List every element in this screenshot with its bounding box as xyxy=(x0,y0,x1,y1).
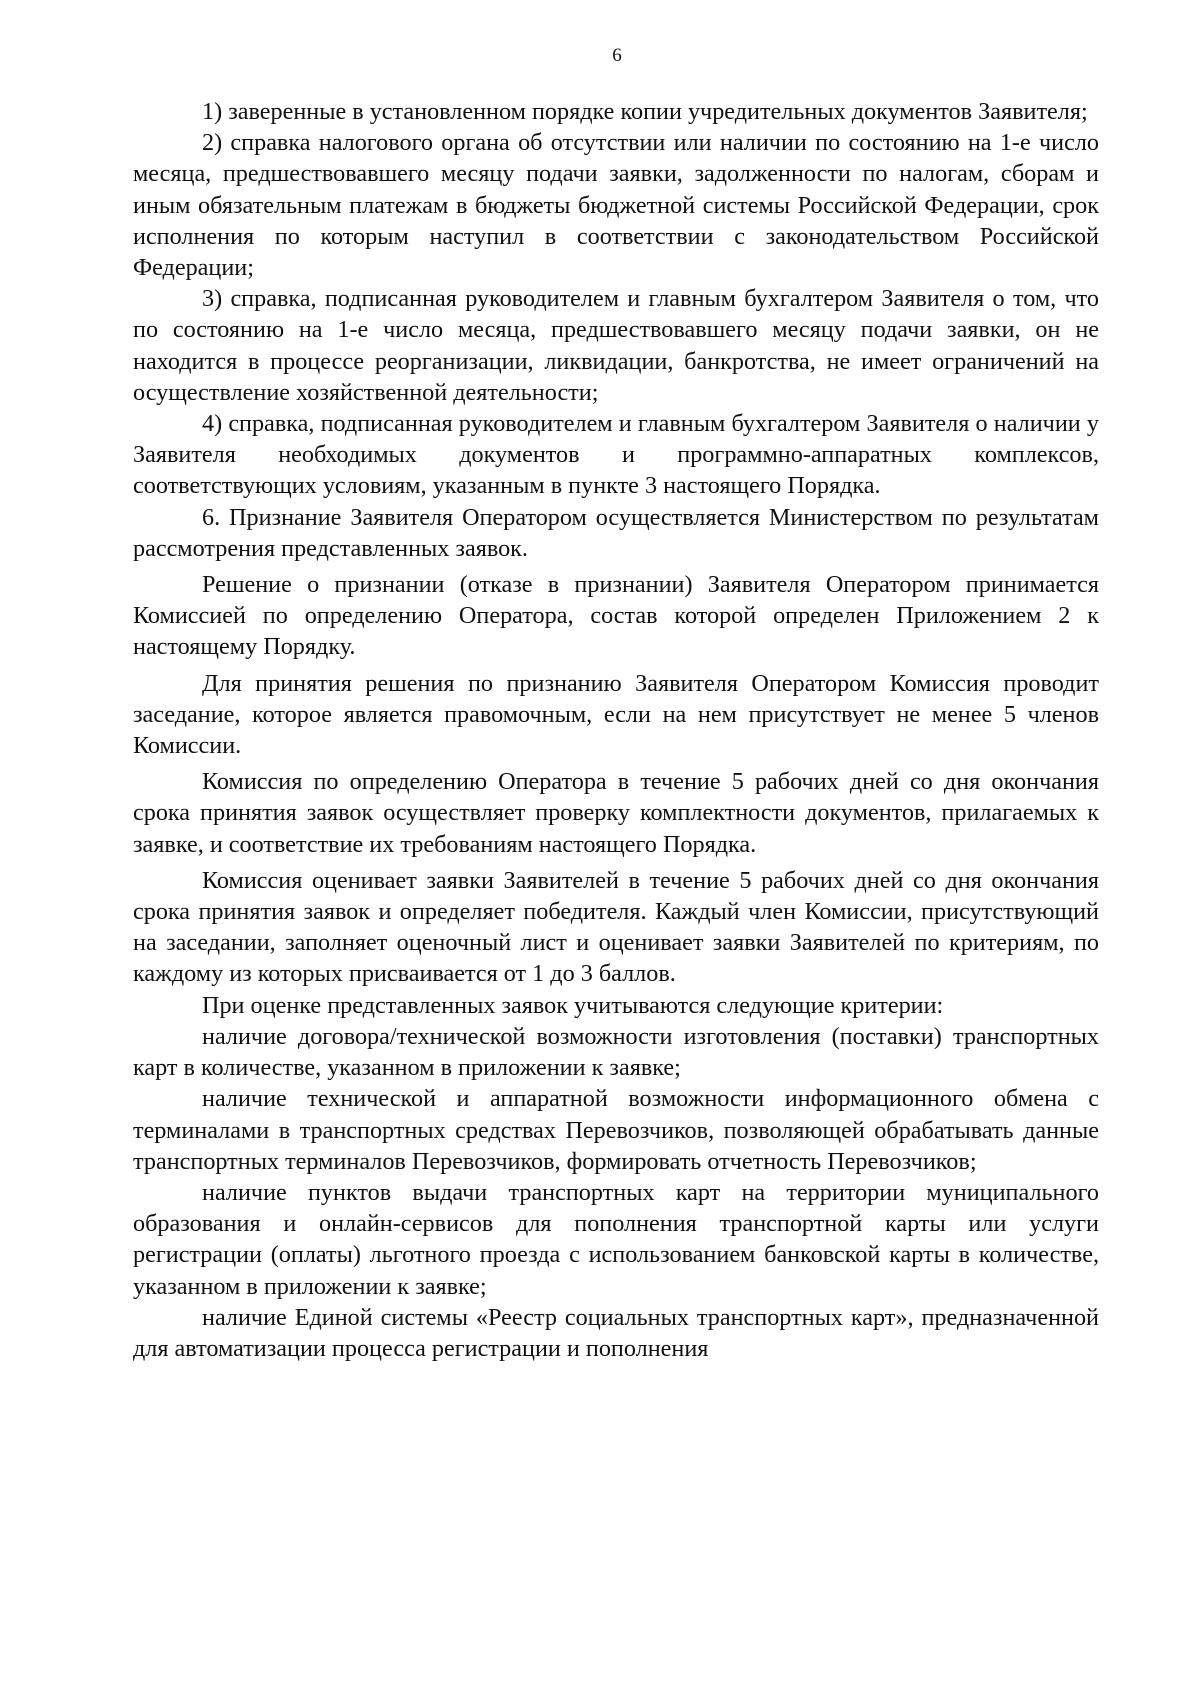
criterion-registry-system: наличие Единой системы «Реестр социальных транспортных карт», предназначенной для автоматизации процесса регистрации и пополнения xyxy=(133,1303,1099,1362)
list-item-2-tax-certificate: 2) справка налогового органа об отсутствии или наличии по состоянию на 1-е число месяца, предшествовавшего месяцу подачи заявки, задолженности по налогам, сборам и иным обязательным платежам в бюджеты бюджетной системы Российской Федерации, срок исполнения по которым наступил в соответствии с законодательством Российской Федерации; xyxy=(133,129,1099,282)
paragraph-commission-decision: Решение о признании (отказе в признании) Заявителя Оператором принимается Комиссией по определению Оператора, состав которой определен Приложением 2 к настоящему Порядку. xyxy=(133,571,1099,661)
clause-6-operator-recognition: 6. Признание Заявителя Оператором осуществляется Министерством по результатам рассмотрения представленных заявок. xyxy=(133,503,1099,562)
page-number: 6 xyxy=(612,45,622,66)
paragraph-completeness-check: Комиссия по определению Оператора в течение 5 рабочих дней со дня окончания срока принятия заявок осуществляет проверку комплектности документов, прилагаемых к заявке, и соответствие их требованиям настоящего Порядка. xyxy=(133,768,1099,858)
document-body xyxy=(133,96,1099,1364)
list-item-3-reorganization-certificate: 3) справка, подписанная руководителем и главным бухгалтером Заявителя о том, что по состоянию на 1-е число месяца, предшествовавшего месяцу подачи заявки, он не находится в процессе реорганизации, ликвидации, банкротства, не имеет ограничений на осуществление хозяйственной деятельности; xyxy=(133,285,1099,406)
criterion-issue-points: наличие пунктов выдачи транспортных карт на территории муниципального образования и онлайн-сервисов для пополнения транспортной карты или услуги регистрации (оплаты) льготного проезда с использованием банковской карты в количестве, указанном в приложении к заявке; xyxy=(133,1178,1099,1300)
criterion-information-exchange: наличие технической и аппаратной возможности информационного обмена с терминалами в транспортных средствах Перевозчиков, позволяющей обрабатывать данные транспортных терминалов Перевозчиков, формировать отчетность Перевозчиков; xyxy=(133,1085,1099,1175)
criterion-card-supply: наличие договора/технической возможности изготовления (поставки) транспортных карт в количестве, указанном в приложении к заявке; xyxy=(133,1022,1099,1082)
list-item-1-founding-documents: 1) заверенные в установленном порядке копии учредительных документов Заявителя; xyxy=(202,98,1088,125)
paragraph-quorum: Для принятия решения по признанию Заявителя Оператором Комиссия проводит заседание, которое является правомочным, если на нем присутствует не менее 5 членов Комиссии. xyxy=(133,669,1099,760)
list-item-4-hardware-certificate: 4) справка, подписанная руководителем и главным бухгалтером Заявителя о наличии у Заявителя необходимых документов и программно-аппаратных комплексов, соответствующих условиям, указанным в пункте 3 настоящего Порядка. xyxy=(133,410,1099,500)
paragraph-criteria-intro: При оценке представленных заявок учитываются следующие критерии: xyxy=(202,991,944,1019)
paragraph-evaluation: Комиссия оценивает заявки Заявителей в течение 5 рабочих дней со дня окончания срока принятия заявок и определяет победителя. Каждый член Комиссии, присутствующий на заседании, заполняет оценочный лист и оценивает заявки Заявителей по критериям, по каждому из которых присваивается от 1 до 3 баллов. xyxy=(133,866,1099,988)
